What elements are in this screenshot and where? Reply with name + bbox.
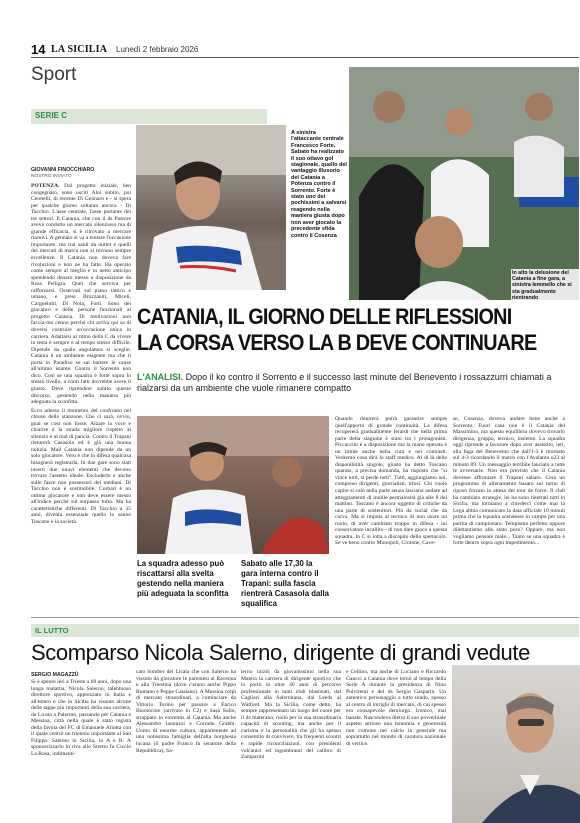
bottom-text-col3: lerno iniziò da giovanissimo nella sua Matera la carriera di dirigente sportivo che lo portò in oltre 40 anni di percorso professionale in tanti club blasonati, dal Cagliari alla Salernitana, dal Leeds al Watford. Ma la Sicilia, come detto, ha sempre rappresentato un luogo del cuore per il ds materano, ruolo per la sua straordinaria capacità di scouting, ma anche per il carisma e la personalità che gli ha spesso consentito di convivere, tra frequenti scontri e rapide riconciliazioni, con presidenti vulcanici ed ingombranti del calibro di Zamparini: [241, 669, 341, 761]
section-title: Sport: [31, 64, 77, 85]
byline: GIOVANNI FINOCCHIARO: [31, 167, 95, 173]
bottom-column-2: [136, 669, 236, 819]
bottom-text-col1: Si è spento ieri a Trieste a 69 anni, dopo una lunga malattia, Nicola Salerno, talentuoso direttore sportivo, apprezzato in Italia e all'estero e che in Sicilia ha vissuto alcune delle tappe più importanti della sua carriera, da Licata a Palermo, passando per Catania e Messina, città nella quale è stato regista della favola del FC di Emanuele Aliotta con il quale centrò un triennio importante al San Filippo. Salerno in Sicilia, in A e B. A sponsorizzarlo in riva allo Stretto fu Ciccio La Rosa, indimenti-: [31, 679, 131, 758]
article-text-col3: Quando rientrerà potrà garantire sempre quell'apporto di grande continuità. La difesa recupererà gradualmente Ierardi che nella prima parte della stagione è stato tra i protagonisti. Piccaccini è a disposizione ma la mano operata è un limite anche nella cura e nei contrasti. Vedremo cosa dirà lo staff medico. Al di là delle disponibilità singole, giusto ha detto Toscano quando, a precisa domanda, ha risposto che "si vince tutti, si perde tutti". Tutti, aggiungiamo noi, compreso dirigenti, giornalisti, tifosi. Chi vuole capire si calò nella parte senza lasciarsi andare ad atteggiamenti di inutile permalosità già alle 8 del mattino. Toscano è ancora oggetto di critiche da una parte di sostenitori. Più da social che da curva. Ma si imputa al tecnico di non usare un ruolo, di aver cambiato troppo in difesa - lui conservatore incallito - di non dare gioco a questa squadra. In C si lotta a discapito dello spettacolo. Se ve beno contro Monopoli, Crotone, Cave-: [335, 416, 447, 547]
portrait-illustration: [452, 665, 580, 823]
photo-caption-top: A sinistra l'attaccante centrale Francesco Forte. Sabato ha realizzato il suo ottavo gol stagionale, quello del vantaggio illusorio del Catania a Potenza contro il Sorrento. Forte è stato uno dei pochissimi a salvarsi reagendo nella maniera giusta dopo non aver giocato la precedente sfida contro il Cosenza: [291, 130, 347, 239]
newspaper-name: LA SICILIA: [51, 44, 108, 55]
article-text-col2: Ecco adesso il momento del confronto nel chiuso dello stanzone. Che ci sarà, ovvio, guai se così non fosse. Alzare la voce e chiarire è la strada migliore rispetto al silenzio e al mal di pancia. Contro il Trapani rientrerà Casasola ed è già una buona notizia. Mail Catania non dipende da un solo giocatore. Vero è che in difesa qualcosa bisognerà registrarla. In due gare sono stati inserti due nuovi elementi che devono trovare l'assetto ideale. Escluderlo e anche sulle fasce non possessori dei mediani. Di Tacchio non è sostituibile. Corbari è un ottimo giocatore e non deve essere messo all'indice perché sul sorpasso tutto. Ma ha caratteristiche differenti. Di Tacchio a 35 anni, diventa essenziale quello lo sanno Toscano e la società.: [31, 407, 131, 525]
photo-caption-bottom: La squadra adesso può riscattarsi alla svelta gestendo nella maniera più adeguata la sconfitta: [137, 559, 229, 598]
dateline: POTENZA.: [31, 183, 60, 189]
page-header: [31, 42, 571, 58]
bottom-text-col4: e Cellino, ma anche di Luciano e Riccardo Gaucci a Catania dove tornò al tempo della Serie A durante la presidenza di Nino Pulvirenti e del ds Sergio Gasparin. Un autentico personaggio a tutto tondo, spesso al centro di intrighi di mercato, di cui spesso era consapevole demiurgo. Ironico, mai banale. Nascondeva dietro il suo proverbiale aspetto serioso una bonomia e generosità non comune nel calcio in generale ma soprattutto nel mondo di caratura nazionale di vertice.: [346, 669, 446, 748]
headline-line-1: CATANIA, IL GIORNO DELLE RIFLESSIONI: [137, 304, 512, 329]
bottom-column-3: [241, 669, 341, 819]
deck-text: Dopo il ko contro il Sorrento e il successo last minute del Benevento i rossazzurri chiamati a rialzarsi da un ambiente che vuole rimanere compatto: [137, 372, 552, 393]
photo-caption-right: In alto la delusione del Catania a fine gara, a sinistra Iemmello che si sta gradualmente rientrando: [511, 269, 579, 300]
player-illustration: [136, 125, 286, 290]
pull-quote: Sabato alle 17,30 la gara interna contro il Trapani: sulla fascia rientrerà Casasola dalla squalifica: [241, 559, 329, 608]
article-column-4: [453, 416, 565, 611]
team-illustration: [349, 67, 579, 300]
photo-team-disappointment: [349, 67, 579, 300]
bottom-text-col2: cato bomber del Licata che con Salerno ha vissuto da giocatore le parentesi al Ravenna e alla Triestina (dove c'erano anche Pippo Romano e Peppe Catalano). A Messina colpì di mercato straordinari, a cominciare da Vittorio Torino per passare a Enrico Buonocore (arrivato in C2) e Sasà Sullo, strappato in extremis al Catania. Ma anche Alessandro Iannuzzi e Corrado Grabbi. Uomo di enorme cultura, appartenente ad una notissima famiglia dell'alta borghesia lucana (il padre Franco fu senatore della Repubblica), Sa-: [136, 669, 236, 754]
kicker-label: SERIE C: [35, 111, 68, 120]
kicker-bar: [31, 109, 267, 124]
bottom-kicker-label: IL LUTTO: [35, 626, 69, 635]
article-text-col4: se, Cosenza, doveva andare bene anche a Sorrento. Fuori casa non è il Catania del Massimino, ma questo equilibrio dovevo trovarlo dirigenza, gruppo, tecnico, insieme. La squadra oggi riprende a lavorare dopo aver assistito, ieri, alla fuga del Benevento che dall'1-3 è ritornato sul 4-3 ricordando il match con l'Avalanta u23 al minuto 89. Un messaggio terribile lanciato a tutte le avversarie. Non era previsto che il Catania dovesse affrontare il Trapani sabato. Cera un programma di allenamento basato sul turno di riposo forzato in attesa del tour de force. Il club ha cambiato strategie, lei ha sono rientrati tutti in Sicilia, ma torniamo a chiederci come mai la Lega abbia comunicato la data ufficiale 10 minuti prima che la squadra scendesse in campo per una partita di campionato. Tempismo perfetto oppure dilettantismo allo stato puro? Oppure, ma non vogliamo pensare male... Tanto se una squadra è forte dentro sopra ogni impedimento...: [453, 416, 565, 547]
squad-illustration: [137, 416, 329, 554]
header-rule: [31, 57, 579, 58]
deck: [137, 372, 575, 394]
article-text-col1: Dal progetto iniziale, ben congegnato, sono usciti Aloi subito, poi Ceretelli, di recente Di Gennaro e - si spera per qualche giorno soltanto ancora - Di Tacchio. L'asse centrale, l'asse portante dei tre settori. Il Catania, che con il ds Pastore aveva condotto un mercato silenzioso ma di grande efficacia, si è ritrovato a mercare rinnovi. A gennaio si va a tentare l'occasione importante, ma trai saldi da outlet e quelli dei mercati di marca non si trovano sempre eccellenze. Il Catania non doveva fare rivoluzioni e non ne ha fatte. Ha operato come sempre al meglio e in netto anticipo spendendo denaro messo a disposizione da Ross Pelligra. Quel che serviva per rafforzarsi. Osservati sul piano tattico e umano, e presi Bruzzaniti, Miceli, Cargnelutti, Di Noia, Forti. Sono dei giocatori e delle persone funzionali al progetto Catania. Di motivazioni non faccia-mo cenno perché chi arriva qui sa di doversi costruire un'occasione unica in carriera. Adattarsi al ritmo della C da vivere in testa è sempre e al tempo stesso difficile. Dipende da quale angolatura si sceglie. Catania è un ambiente esigente ma che ti porta in Paradiso se sai battere le cause all'ultimo istante. Contro il Sorrento non dico. Così se una squadra è forte sopra lo stesso livello, a conti fatti dovrebbe avere il giusto. Deve riprendere subito questo discorso, gestendo nella maniera più adeguata la sconfitta.: [31, 183, 131, 406]
article-column-1: [31, 183, 131, 613]
page-number: 14: [31, 42, 46, 57]
byline-role: NOSTRO INVIATO: [31, 174, 72, 179]
headline-line-2: LA CORSA VERSO LA B DEVE CONTINUARE: [137, 330, 537, 355]
analysis-label: L'ANALISI.: [137, 372, 184, 382]
issue-date: Lunedì 2 febbraio 2026: [116, 45, 199, 54]
bottom-kicker-bar: [31, 624, 579, 637]
photo-nicola-salerno: [452, 665, 580, 823]
photo-forte: [136, 125, 286, 290]
section-separator: [31, 617, 579, 618]
photo-squad: [137, 416, 329, 554]
article-column-3: [335, 416, 447, 611]
bottom-column-4: [346, 669, 446, 819]
bottom-byline: SERGIO MAGAZZÙ: [31, 672, 79, 678]
bottom-column-1: [31, 679, 131, 819]
bottom-headline: Scomparso Nicola Salerno, dirigente di grandi vedute: [31, 640, 530, 665]
